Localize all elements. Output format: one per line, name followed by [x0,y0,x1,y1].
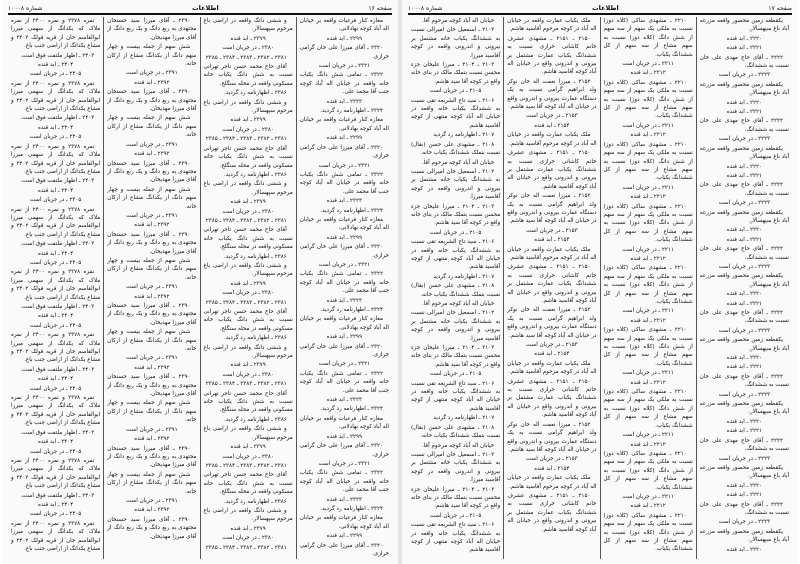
article-paragraph: خیابان اله آباد کوچه مرحوم آقا. [421,159,495,166]
article-paragraph: ۲۲۱۱ ـ در جریان است [622,61,674,68]
article-paragraph: ۲۱۵۲ ـ میرزا نعمت اله خان نوکر ولد ابراهیم گرامی نسبت به یک دستگاه عمارت بیرونی و اندرونی واقع در خیابان اله آباد کوچه آقا سید هاشم. [507,421,597,453]
article-paragraph: خیابان اله آباد کوچه مرحوم آقا. [421,301,495,307]
article-paragraph: ۲۴۰۳ ـ اظهار ملتفت فوق است. [20,492,95,499]
article-paragraph: ۲۲۲۱ ـ ابد قنده [726,364,763,371]
article-paragraph: ۲۴۰۴ ـ ابد قنده [37,376,74,383]
article-paragraph: ۲۱۰۶ ـ سید تاج الشریعه تقی نسبت به ششدانگ یکباب خانه واقعه در خیابان اله آباد کوچه منتهی از کوچه آقاسید هاشم. [411,239,501,271]
article-paragraph: نمره ۲۳۷۸ و نمره ۲۴۰۰ از نمره ملاک که یکدانگ از سهمی میرزا ابوالقاسم خان از قریه قولک ۲۴۰۲ و مشاع یکدانگ از اراضی جنب باغ. [11,520,101,552]
article-paragraph: ۲۳۲۰ ـ آقای میرزا علی خان گرامی خرازی. [299,45,389,60]
masthead: اطلاعات [592,4,619,12]
article-paragraph: ۲۳۷۹ ـ ابد قنده [230,35,266,42]
article-paragraph: ۲۴۰۴ ـ ابد قنده [37,187,74,194]
article-paragraph: شش سهم از جمله بیست و چهار سهم دانگ از یکدانگ مشاع از ارکان خانه. [107,115,197,139]
article-paragraph: ۲۱۵۴ ـ ابد قنده [534,351,570,358]
article-paragraph: یکقطعه زمین محصور واقعه مزرعه آباد باغ سپهسالار. [699,528,789,544]
article-paragraph: ۲۲۱۱ ـ در جریان است [622,246,674,253]
article-paragraph: ۲۳۹۲ ـ ابد قنده [134,293,170,300]
article-paragraph: نمره ۲۳۷۸ و نمره ۲۴۰۰ از نمره ملاک که یکدانگ از سهمی میرزا ابوالقاسم خان از قریه قولک ۲۴۰۲ و مشاع یکدانگ از اراضی جنب باغ. [11,206,101,238]
article-paragraph: یکقطعه زمین محصور واقعه مزرعه آباد باغ سپهسالار. [699,464,789,480]
article-paragraph: ۲۳۹۰ ـ آقای میرزا سید حسنخان مجتهدی به ربع دانگ و یک ربع دانگ از آقای میرزا مهدیخان. [107,445,197,469]
article-paragraph: ۲۱۰۶ ـ سید تاج الشریعه تقی نسبت به ششدانگ یکباب خانه واقعه در خیابان اله آباد کوچه منتهی از کوچه آقاسید هاشم. [411,380,501,412]
article-paragraph: ۲۱۰۲ ـ اسمعیل خان امیرالی نسبت به ششدانگ یکباب خانه مشتمل بر بیرونی و اندرونی واقعه در کوچه آقاسید میرزا. [411,168,501,201]
article-paragraph: ملک یکباب عمارت واقعه در خیابان اله آباد در کوچه مرحوم آقاسید هاشم. [507,246,597,261]
article-paragraph: ۲۱۵۰ ـ ۲۱۵۱ ـ مشهدی عشرف خانم کاشانی خرازی نسبت به ششدانگ یکباب عمارت مشتمل بر بیرونی و اندرونی واقع در خیابان اله آباد کوچه آقاسید هاشم. [507,378,597,419]
article-paragraph: ۲۲۱۲ ـ ابد قنده [630,379,666,386]
article-paragraph: آقای حاج محمد حسن تاجر تهرانی نسبت به شش دانگ یکباب خانه مسکونی واقعه در محله سنگلج. [203,472,293,496]
article-paragraph: ۲۳۹۰ ـ آقای میرزا سید حسنخان مجتهدی به ربع دانگ و یک ربع دانگ از آقای میرزا مهدیخان. [107,374,197,398]
issue-number: شماره ۱۰۰۰۸ [408,4,443,12]
article-paragraph: ۲۲۲۲ ـ آقای حاج مهدی علی خان نسبت به ششدانگ. [699,54,789,70]
article-paragraph: ۲۴۰۵ ـ در جریان است [29,197,82,204]
article-paragraph: ۲۱۰۵ ـ در جریان است [429,512,482,519]
article-paragraph: ۲۳۲۱ ـ در جریان است [318,162,371,169]
article-paragraph: ۲۳۸۰ ـ در جریان است [222,126,274,133]
article-paragraph: ۲۳۷۹ ـ ابد قنده [230,199,266,206]
article-paragraph: ۲۳۹۲ ـ ابد قنده [134,79,170,86]
article-paragraph: ۲۱۵۰ ـ ۲۱۵۱ ـ مشهدی عشرف خانم کاشانی خرازی نسبت به ششدانگ یکباب عمارت مشتمل بر بیرونی و اندرونی واقع در خیابان اله آباد کوچه آقاسید هاشم. [507,150,597,190]
article-paragraph: ۲۲۲۲ ـ آقای حاج مهدی علی خان نسبت به ششدانگ. [699,246,789,261]
article-paragraph: ۲۳۷۹ ـ ابد قنده [230,362,266,369]
article-paragraph: ۲۲۲۱ ـ ابد قنده [726,236,763,243]
article-paragraph: ۲۲۹۹ ـ ابد قنده [326,135,363,142]
article-paragraph: ۲۲۲۳ ـ در جریان است [718,72,771,79]
article-paragraph: آقای حاج محمد حسن تاجر تهرانی نسبت به شش دانگ یکباب خانه مسکونی واقعه در محله سنگلج. [203,145,293,169]
article-paragraph: ۲۳۸۱ ـ ۲۳۸۲ ـ ۲۳۸۳ ـ ۲۳۸۴ ـ ۲۳۸۵ [205,381,287,388]
masthead: اطلاعات [192,4,219,12]
article-paragraph: ۲۳۹۱ ـ در جریان است [126,426,178,433]
article-paragraph: ۲۲۱۲ ـ ابد قنده [630,317,666,324]
article-paragraph: ۲۳۲۳ ـ ابد قنده [326,397,363,404]
article-paragraph: ۲۳۹۰ ـ آقای میرزا سید حسنخان مجتهدی به ربع دانگ و یک ربع دانگ از آقای میرزا مهدیخان. [107,18,197,41]
article-paragraph: ۲۴۰۵ ـ در جریان است [29,448,82,455]
article-paragraph: ۲۱۰۸ ـ مشهدی علی حسن (بقال) نسبت بتملک ششدانگ یکباب خانه. [411,141,501,157]
article-paragraph: ۲۳۸۶ ـ اظهارنامه رد گردید. [224,253,287,260]
article-paragraph: ۲۱۰۸ ـ مشهدی علی حسن (بقال) نسبت بتملک ششدانگ یکباب خانه. [411,283,501,298]
article-paragraph: یکقطعه زمین محصور واقعه مزرعه آباد باغ سپهسالار. [699,337,789,352]
article-paragraph: ۲۳۸۰ ـ در جریان است [222,453,274,460]
article-paragraph: ۲۲۱۱ ـ در جریان است [622,122,674,129]
article-paragraph: ۲۳۲۱ ـ در جریان است [318,261,371,268]
article-paragraph: ۲۳۲۴ ـ اظهارنامه رد گردید. [320,307,383,313]
article-paragraph: ۲۲۱۱ ـ در جریان است [622,308,674,315]
article-paragraph: ۲۳۸۰ ـ در جریان است [222,45,274,52]
article-paragraph: ۲۳۲۱ ـ در جریان است [318,361,371,368]
article-paragraph: ۲۳۲۴ ـ اظهارنامه رد گردید. [320,406,383,413]
article-paragraph: ۲۳۹۱ ـ در جریان است [126,70,178,77]
article-paragraph: خیابان اله آباد کوچه مرحوم آقا. [421,442,495,449]
article-paragraph: ۲۱۵۳ ـ در جریان است [526,113,578,120]
article-paragraph: ۲۳۸۱ ـ ۲۳۸۲ ـ ۲۳۸۳ ـ ۲۳۸۴ ـ ۲۳۸۵ [205,299,287,306]
article-paragraph: ۲۱۵۲ ـ میرزا نعمت اله خان نوکر ولد ابراهیم گرامی نسبت به یک دستگاه عمارت بیرونی و اندرونی واقع در خیابان اله آباد کوچه آقا سید هاشم. [507,193,597,225]
article-paragraph: ۲۱۰۲ ـ اسمعیل خان امیرالی نسبت به ششدانگ یکباب خانه مشتمل بر بیرونی و اندرونی واقعه در کوچه آقاسید میرزا. [411,451,501,484]
text-column [200,17,296,559]
article-paragraph: ۲۲۲۲ ـ آقای حاج مهدی علی خان نسبت به ششدانگ. [699,373,789,389]
article-paragraph: ۲۲۲۳ ـ در جریان است [718,136,771,143]
article-paragraph: ۲۴۰۳ ـ اظهار ملتفت فوق است. [20,115,95,122]
article-paragraph: ۲۳۲۴ ـ اظهارنامه رد گردید. [320,505,383,512]
text-columns [8,17,392,559]
article-paragraph: ۲۲۱۰ ـ مشهدی ساکی (کلاه دوز) نسبت به ملکی یک سهم از سه سهم از شش دانگ (کلاه دوز) نسبت به سهم مشاع از سه سهم از کل ششدانگ یکباب. [603,79,693,120]
article-paragraph: ۲۴۰۴ ـ ابد قنده [37,501,74,508]
article-paragraph: ۲۳۹۲ ـ ابد قنده [134,222,170,229]
article-paragraph: ۲۴۰۴ ـ ابد قنده [37,62,74,69]
article-paragraph: ملک یکباب عمارت واقعه در خیابان اله آباد در کوچه مرحوم آقاسید هاشم. [507,132,597,147]
article-paragraph: ۲۱۰۷ ـ اظهارنامه رد گردید [433,132,495,139]
article-paragraph: ۲۳۲۳ ـ ابد قنده [326,98,363,105]
article-paragraph: ۲۳۸۶ ـ اظهارنامه رد گردید. [224,416,287,423]
article-paragraph: ۲۲۱۲ ـ ابد قنده [630,194,666,201]
article-paragraph: ۲۲۱۲ ـ ابد قنده [630,255,666,262]
article-paragraph: ملک یکباب عمارت واقعه در خیابان اله آباد در کوچه مرحوم آقاسید هاشم. [507,475,597,490]
article-paragraph: ۲۲۱۱ ـ در جریان است [622,493,674,500]
article-paragraph: ۲۲۱۰ ـ مشهدی ساکی (کلاه دوز) نسبت به ملکی یک سهم از سه سهم از شش دانگ (کلاه دوز) نسبت به سهم مشاع از سه سهم از کل ششدانگ یکباب. [603,327,693,367]
article-paragraph: مغازه کنار فرعیات واقعه بر خیابان اله آباد کوچه بهادلانی. [299,415,389,431]
article-paragraph: و ششی دانگ واقعه در اراضی باغ مرحوم سپهسالار. [203,99,293,115]
text-column [408,17,503,559]
article-paragraph: ۲۴۰۵ ـ در جریان است [29,511,82,518]
article-paragraph: ۲۲۲۰ ـ ابد قنده [726,35,763,42]
article-paragraph: ۲۳۲۲ ـ تمامی شش دانگ یکباب خانه واقعه در خیابان اله آباد کوچه جنب آقا محمد علی. [299,72,389,96]
article-paragraph: ۲۲۲۱ ـ ابد قنده [726,45,763,52]
article-paragraph: و ششی دانگ واقعه در اراضی باغ مرحوم سپهسالار. [203,18,293,33]
page-header [8,3,392,13]
article-paragraph: ۲۲۱۲ ـ ابد قنده [630,503,666,510]
article-paragraph: ۲۳۹۰ ـ آقای میرزا سید حسنخان مجتهدی به ربع دانگ و یک ربع دانگ از آقای میرزا مهدیخان. [107,303,197,326]
article-paragraph: ۲۳۲۱ ـ در جریان است [318,460,371,467]
article-paragraph: ۲۳۹۱ ـ در جریان است [126,355,178,362]
article-paragraph: ۲۴۰۳ ـ اظهار ملتفت فوق است. [20,241,95,248]
article-paragraph: ۲۳۲۳ ـ ابد قنده [326,297,363,304]
article-paragraph: و ششی دانگ واقعه در اراضی باغ مرحوم سپهسالار. [203,344,293,360]
article-paragraph: ۲۳۲۲ ـ تمامی شش دانگ یکباب خانه واقعه در خیابان اله آباد کوچه جنب آقا محمد علی. [299,370,389,394]
article-paragraph: ۲۲۱۰ ـ مشهدی ساکی (کلاه دوز) نسبت به ملکی یک سهم از سه سهم از شش دانگ (کلاه دوز) نسبت به سهم مشاع از سه سهم از کل ششدانگ یکباب. [603,450,693,491]
article-paragraph: شش سهم از جمله بیست و چهار سهم دانگ از یکدانگ مشاع از ارکان خانه. [107,186,197,210]
article-paragraph: ۲۲۱۰ ـ مشهدی ساکی (کلاه دوز) نسبت به ملکی یک سهم از سه سهم از شش دانگ (کلاه دوز) نسبت به سهم مشاع از سه سهم از کل ششدانگ یکباب. [603,389,693,429]
article-paragraph: ۲۳۸۰ ـ در جریان است [222,371,274,378]
article-paragraph: ۲۴۰۴ ـ ابد قنده [37,439,74,446]
article-paragraph: ۲۴۰۵ ـ در جریان است [29,134,82,141]
article-paragraph: و ششی دانگ واقعه در اراضی باغ مرحوم سپهسالار. [203,262,293,278]
article-paragraph: ۲۱۰۳ ـ ۲۱۰۴ ـ میرزا علیخان جزء محسن نسبت بتملک مالک در بنای خانه واقع در کوچه آقا سید هاشم. [411,345,501,368]
article-paragraph: ۲۳۲۴ ـ اظهارنامه رد گردید. [320,207,383,214]
article-paragraph: ۲۲۱۰ ـ مشهدی ساکی (کلاه دوز) نسبت به ملکی یک سهم از سه سهم از شش دانگ (کلاه دوز) نسبت به سهم مشاع از سه سهم از کل ششدانگ یکباب. [603,203,693,244]
article-paragraph: خیابان اله آباد کوچه مرحوم آقا. [421,18,495,24]
article-paragraph: نمره ۲۳۷۸ و نمره ۲۴۰۰ از نمره ملاک که یکدانگ از سهمی میرزا ابوالقاسم خان از قریه قولک ۲۴۰۲ و مشاع یکدانگ از اراضی جنب باغ. [11,18,101,50]
article-paragraph: ۲۴۰۳ ـ اظهار ملتفت فوق است. [20,52,95,59]
article-paragraph: ۲۱۰۲ ـ اسمعیل خان امیرالی نسبت به ششدانگ یکباب خانه مشتمل بر بیرونی و اندرونی واقعه در کوچه آقاسید میرزا. [411,310,501,342]
article-paragraph: ۲۱۵۳ ـ در جریان است [526,456,578,463]
article-paragraph: یکقطعه زمین محصور واقعه مزرعه آباد باغ سپهسالار. [699,81,789,97]
article-paragraph: ۲۳۷۹ ـ ابد قنده [230,280,266,287]
article-paragraph: نمره ۲۳۷۸ و نمره ۲۴۰۰ از نمره ملاک که یکدانگ از سهمی میرزا ابوالقاسم خان از قریه قولک ۲۴۰۲ و مشاع یکدانگ از اراضی جنب باغ. [11,457,101,490]
article-paragraph: ۲۳۹۱ ـ در جریان است [126,284,178,291]
article-paragraph: ۲۳۸۱ ـ ۲۳۸۲ ـ ۲۳۸۳ ـ ۲۳۸۴ ـ ۲۳۸۵ [205,544,287,551]
page-number: صفحه ۱۶ [368,4,392,12]
article-paragraph: ۲۲۱۱ ـ در جریان است [622,432,674,439]
article-paragraph: ۲۲۹۹ ـ ابد قنده [326,234,363,241]
article-paragraph: ۲۳۹۰ ـ آقای میرزا سید حسنخان مجتهدی به ربع دانگ و یک ربع دانگ از آقای میرزا مهدیخان. [107,516,197,540]
article-paragraph: ۲۲۲۰ ـ ابد قنده [726,291,763,298]
article-paragraph: ۲۳۹۲ ـ ابد قنده [134,151,170,158]
article-paragraph: ۲۳۲۰ ـ آقای میرزا علی خان گرامی خرازی. [299,343,389,359]
article-paragraph: ۲۴۰۳ ـ اظهار ملتفت فوق است. [20,366,95,373]
article-paragraph: ۲۳۲۰ ـ آقای میرزا علی خان گرامی خرازی. [299,244,389,259]
article-paragraph: آقای حاج محمد حسن تاجر تهرانی نسبت به شش دانگ یکباب خانه مسکونی واقعه در محله سنگلج. [203,309,293,332]
article-paragraph: ۲۱۵۲ ـ میرزا نعمت اله خان نوکر ولد ابراهیم گرامی نسبت به یک دستگاه عمارت بیرونی و اندرونی واقع در خیابان اله آباد کوچه آقا سید هاشم. [507,78,597,111]
article-paragraph: یکقطعه زمین محصور واقعه مزرعه آباد باغ سپهسالار. [699,273,789,288]
text-column [103,17,199,559]
article-paragraph: ۲۱۵۴ ـ ابد قنده [534,122,570,129]
article-paragraph: ۲۲۱۱ ـ در جریان است [622,184,674,191]
article-paragraph: شش سهم از جمله بیست و چهار سهم دانگ از یکدانگ مشاع از ارکان خانه. [107,257,197,281]
article-paragraph: ۲۴۰۳ ـ اظهار ملتفت فوق است. [20,178,95,185]
article-paragraph: ۲۲۲۰ ـ ابد قنده [726,99,763,106]
article-paragraph: ۲۲۲۳ ـ در جریان است [718,519,771,526]
article-paragraph: ۲۳۲۲ ـ تمامی شش دانگ یکباب خانه واقعه در خیابان اله آباد کوچه جنب آقا محمد علی. [299,271,389,295]
article-paragraph: ۲۳۸۶ ـ اظهارنامه رد گردید. [224,171,287,178]
article-paragraph: ۲۲۱۰ ـ مشهدی ساکی (کلاه دوز) نسبت به ملکی یک سهم از سه سهم از شش دانگ (کلاه دوز) نسبت به سهم مشاع از سه سهم از کل ششدانگ یکباب. [603,18,693,58]
article-paragraph: ۲۳۲۰ ـ آقای میرزا علی خان گرامی خرازی. [299,542,389,557]
article-paragraph: ۲۱۰۵ ـ در جریان است [429,229,482,236]
article-paragraph: ۲۳۲۴ ـ اظهارنامه رد گردید. [320,108,383,115]
text-column [296,17,392,559]
article-paragraph: ۲۴۰۵ ـ در جریان است [29,385,82,392]
article-paragraph: نمره ۲۳۷۸ و نمره ۲۴۰۰ از نمره ملاک که یکدانگ از سهمی میرزا ابوالقاسم خان از قریه قولک ۲۴۰۲ و مشاع یکدانگ از اراضی جنب باغ. [11,332,101,364]
article-paragraph: مغازه کنار فرعیات واقعه بر خیابان اله آباد کوچه بهادلانی. [299,117,389,132]
article-paragraph: ۲۱۰۳ ـ ۲۱۰۴ ـ میرزا علیخان جزء محسن نسبت بتملک مالک در بنای خانه واقع در کوچه آقا سید هاشم. [411,486,501,510]
article-paragraph: مغازه کنار فرعیات واقعه بر خیابان اله آباد کوچه بهادلانی. [299,18,389,33]
article-paragraph: ۲۲۹۹ ـ ابد قنده [326,334,363,341]
article-paragraph: ۲۳۷۹ ـ ابد قنده [230,117,266,124]
article-paragraph: آقای حاج محمد حسن تاجر تهرانی نسبت به شش دانگ یکباب خانه مسکونی واقعه در محله سنگلج. [203,390,293,414]
article-paragraph: ۲۲۲۱ ـ ابد قنده [726,109,763,116]
article-paragraph: ۲۳۹۱ ـ در جریان است [126,212,178,219]
article-paragraph: ۲۳۸۶ ـ اظهارنامه رد گردید. [224,90,287,97]
article-paragraph: ۲۱۵۳ ـ در جریان است [526,227,578,234]
article-paragraph: ۲۳۸۰ ـ در جریان است [222,290,274,297]
article-paragraph: ۲۲۲۳ ـ در جریان است [718,327,771,334]
article-paragraph: مغازه کنار فرعیات واقعه بر خیابان اله آباد کوچه بهادلانی. [299,316,389,331]
article-paragraph: شش سهم از جمله بیست و چهار سهم دانگ از یکدانگ مشاع از ارکان خانه. [107,471,197,495]
article-paragraph: ۲۱۰۳ ـ ۲۱۰۴ ـ میرزا علیخان جزء محسن نسبت بتملک مالک در بنای خانه واقع در کوچه آقا سید هاشم. [411,62,501,85]
article-paragraph: ۲۱۵۰ ـ ۲۱۵۱ ـ مشهدی عشرف خانم کاشانی خرازی نسبت به ششدانگ یکباب عمارت مشتمل بر بیرونی و اندرونی واقع در خیابان اله آباد کوچه آقاسید هاشم. [507,264,597,304]
article-paragraph: ۲۲۲۱ ـ ابد قنده [726,428,763,435]
article-paragraph: ۲۴۰۴ ـ ابد قنده [37,124,74,131]
article-paragraph: ۲۱۵۴ ـ ابد قنده [534,465,570,472]
article-paragraph: ۲۴۰۵ ـ در جریان است [29,259,82,266]
article-paragraph: ۲۳۷۹ ـ ابد قنده [230,525,266,532]
article-paragraph: و ششی دانگ واقعه در اراضی باغ مرحوم سپهسالار. [203,181,293,196]
article-paragraph: ۲۲۲۰ ـ ابد قنده [726,227,763,234]
article-paragraph: ۲۳۲۰ ـ آقای میرزا علی خان گرامی خرازی. [299,443,389,458]
article-paragraph: ۲۲۲۲ ـ آقای حاج مهدی علی خان نسبت به ششدانگ. [699,501,789,516]
article-paragraph: شش سهم از جمله بیست و چهار سهم دانگ از یکدانگ مشاع از ارکان خانه. [107,44,197,68]
article-paragraph: ملک یکباب عمارت واقعه در خیابان اله آباد در کوچه مرحوم آقاسید هاشم. [507,18,597,33]
article-paragraph: ۲۲۲۰ ـ ابد قنده [726,355,763,362]
article-paragraph: یکقطعه زمین محصور واقعه مزرعه آباد باغ سپهسالار. [699,401,789,416]
article-paragraph: و ششی دانگ واقعه در اراضی باغ مرحوم سپهسالار. [203,426,293,441]
article-paragraph: ۲۴۰۳ ـ اظهار ملتفت فوق است. [20,429,95,436]
article-paragraph: ۲۳۹۱ ـ در جریان است [126,141,178,148]
article-paragraph: ۲۲۲۳ ـ در جریان است [718,455,771,462]
article-paragraph: ۲۲۲۲ ـ آقای حاج مهدی علی خان نسبت به ششدانگ. [699,437,789,453]
article-paragraph: ۲۲۲۰ ـ ابد قنده [726,482,763,489]
article-paragraph: ۲۱۰۸ ـ مشهدی علی حسن (بقال) نسبت بتملک ششدانگ یکباب خانه. [411,424,501,440]
article-paragraph: ۲۱۰۵ ـ در جریان است [429,371,482,378]
article-paragraph: ۲۲۲۳ ـ در جریان است [718,200,771,207]
header-rule [8,13,392,15]
article-paragraph: ۲۳۸۱ ـ ۲۳۸۲ ـ ۲۳۸۳ ـ ۲۳۸۴ ـ ۲۳۸۵ [205,462,287,469]
article-paragraph: ۲۳۸۰ ـ در جریان است [222,208,274,215]
text-columns [408,17,792,559]
article-paragraph: ۲۴۰۳ ـ اظهار ملتفت فوق است. [20,304,95,310]
article-paragraph: و ششی دانگ واقعه در اراضی باغ مرحوم سپهسالار. [203,507,293,523]
newspaper-page-right [402,0,798,564]
article-paragraph: ۲۳۹۲ ـ ابد قنده [134,436,170,443]
article-paragraph: ۲۲۲۲ ـ آقای حاج مهدی علی خان نسبت به ششدانگ. [699,310,789,325]
newspaper-page-left [2,0,398,564]
article-paragraph: ۲۳۸۶ ـ اظهارنامه رد گردید. [224,498,287,505]
article-paragraph: یکقطعه زمین محصور واقعه مزرعه آباد باغ سپهسالار. [699,209,789,224]
page-header [408,3,792,13]
article-paragraph: شش سهم از جمله بیست و چهار سهم دانگ از یکدانگ مشاع از ارکان خانه. [107,329,197,353]
article-paragraph: ۲۱۰۷ ـ اظهارنامه رد گردید [433,415,495,422]
article-paragraph: ۲۲۱۰ ـ مشهدی ساکی (کلاه دوز) نسبت به ملکی یک سهم از سه سهم از شش دانگ (کلاه دوز) نسبت به سهم مشاع از سه سهم از کل ششدانگ یکباب. [603,265,693,305]
text-column [696,17,792,559]
article-paragraph: ۲۳۸۱ ـ ۲۳۸۲ ـ ۲۳۸۳ ـ ۲۳۸۴ ـ ۲۳۸۵ [205,54,287,61]
article-paragraph: نمره ۲۳۷۸ و نمره ۲۴۰۰ از نمره ملاک که یکدانگ از سهمی میرزا ابوالقاسم خان از قریه قولک ۲۴۰۲ و مشاع یکدانگ از اراضی جنب باغ. [11,143,101,175]
article-paragraph: ۲۲۱۲ ـ ابد قنده [630,441,666,448]
article-paragraph: ۲۱۵۳ ـ در جریان است [526,342,578,349]
article-paragraph: مغازه کنار فرعیات واقعه بر خیابان اله آباد کوچه بهادلانی. [299,216,389,232]
article-paragraph: ۲۴۰۴ ـ ابد قنده [37,250,74,257]
article-paragraph: ۲۱۰۳ ـ ۲۱۰۴ ـ میرزا علیخان جزء محسن نسبت بتملک مالک در بنای خانه واقع در کوچه آقا سید هاشم. [411,203,501,227]
article-paragraph: ۲۲۱۰ ـ مشهدی ساکی (کلاه دوز) نسبت به ملکی یک سهم از سه سهم از شش دانگ (کلاه دوز) نسبت به سهم مشاع از سه سهم از کل ششدانگ یکباب. [603,141,693,182]
article-paragraph: ۲۴۰۵ ـ در جریان است [29,71,82,78]
article-paragraph: ۲۴۰۴ ـ ابد قنده [37,313,74,320]
issue-number: شماره ۱۰۰۰۸ [8,4,43,12]
text-column [8,17,103,559]
article-paragraph: یکقطعه زمین محصور واقعه مزرعه آباد باغ سپهسالار. [699,145,789,161]
article-paragraph: یکقطعه زمین محصور واقعه مزرعه آباد باغ سپهسالار. [699,18,789,33]
article-paragraph: ۲۱۰۶ ـ سید تاج الشریعه تقی نسبت به ششدانگ یکباب خانه واقعه در خیابان اله آباد کوچه منتهی از کوچه آقاسید هاشم. [411,97,501,129]
page-number: صفحه ۱۷ [768,4,792,12]
article-paragraph: ۲۳۹۰ ـ آقای میرزا سید حسنخان مجتهدی به ربع دانگ و یک ربع دانگ از آقای میرزا مهدیخان. [107,160,197,184]
header-rule [408,13,792,15]
article-paragraph: ۲۲۲۲ ـ آقای حاج مهدی علی خان نسبت به ششدانگ. [699,182,789,197]
article-paragraph: ۲۴۰۵ ـ در جریان است [29,322,82,329]
article-paragraph: ۲۳۲۲ ـ تمامی شش دانگ یکباب خانه واقعه در خیابان اله آباد کوچه جنب آقا محمد علی. [299,171,389,195]
article-paragraph: ۲۲۱۲ ـ ابد قنده [630,70,666,77]
article-paragraph: ۲۲۱۱ ـ در جریان است [622,370,674,377]
article-paragraph: ۲۳۲۳ ـ ابد قنده [326,496,363,503]
article-paragraph: ۲۲۲۱ ـ ابد قنده [726,300,763,307]
article-paragraph: آقای حاج محمد حسن تاجر تهرانی نسبت به شش دانگ یکباب خانه مسکونی واقعه در محله سنگلج. [203,64,293,87]
article-paragraph: شش سهم از جمله بیست و چهار سهم دانگ از یکدانگ مشاع از ارکان خانه. [107,400,197,424]
article-paragraph: ۲۱۰۶ ـ سید تاج الشریعه تقی نسبت به ششدانگ یکباب خانه واقعه در خیابان اله آباد کوچه منتهی از کوچه آقاسید هاشم. [411,522,501,554]
article-paragraph: ۲۳۸۱ ـ ۲۳۸۲ ـ ۲۳۸۳ ـ ۲۳۸۴ ـ ۲۳۸۵ [205,136,287,143]
article-paragraph: ۲۲۹۹ ـ ابد قنده [326,433,363,440]
article-paragraph: ۲۳۸۶ ـ اظهارنامه رد گردید. [224,335,287,342]
article-paragraph: ۲۳۲۰ ـ آقای میرزا علی خان گرامی خرازی. [299,144,389,160]
article-paragraph: ۲۳۸۰ ـ در جریان است [222,535,274,542]
article-paragraph: نمره ۲۳۷۸ و نمره ۲۴۰۰ از نمره ملاک که یکدانگ از سهمی میرزا ابوالقاسم خان از قریه قولک ۲۴۰۲ و مشاع یکدانگ از اراضی جنب باغ. [11,269,101,301]
article-paragraph: ۲۳۲۳ ـ ابد قنده [326,198,363,205]
article-paragraph: ۲۱۵۲ ـ میرزا نعمت اله خان نوکر ولد ابراهیم گرامی نسبت به یک دستگاه عمارت بیرونی و اندرونی واقع در خیابان اله آباد کوچه آقا سید هاشم. [507,307,597,339]
article-paragraph: ۲۳۹۰ ـ آقای میرزا سید حسنخان مجتهدی به ربع دانگ و یک ربع دانگ از آقای میرزا مهدیخان. [107,89,197,113]
article-paragraph: ۲۲۲۱ ـ ابد قنده [726,492,763,499]
article-paragraph: ۲۳۹۰ ـ آقای میرزا سید حسنخان مجتهدی به ربع دانگ و یک ربع دانگ از آقای میرزا مهدیخان. [107,231,197,255]
article-paragraph: ۲۲۹۹ ـ ابد قنده [326,35,363,42]
article-paragraph: ۲۲۲۳ ـ در جریان است [718,391,771,398]
article-paragraph: ۲۱۰۵ ـ در جریان است [429,88,482,95]
article-paragraph: ۲۳۷۹ ـ ابد قنده [230,444,266,451]
article-paragraph: ۲۱۵۴ ـ ابد قنده [534,237,570,244]
article-paragraph: ۲۲۲۰ ـ ابد قنده [726,163,763,170]
article-paragraph: مغازه کنار فرعیات واقعه بر خیابان اله آباد کوچه بهادلانی. [299,515,389,530]
article-paragraph: ۲۲۱۰ ـ مشهدی ساکی (کلاه دوز) نسبت به ملکی یک سهم از سه سهم از شش دانگ (کلاه دوز) نسبت به سهم مشاع از سه سهم از کل ششدانگ یکباب. [603,512,693,553]
text-column [503,17,599,559]
article-paragraph: ۲۱۰۷ ـ اظهارنامه رد گردید [433,273,495,280]
article-paragraph: نمره ۲۳۷۸ و نمره ۲۴۰۰ از نمره ملاک که یکدانگ از سهمی میرزا ابوالقاسم خان از قریه قولک ۲۴۰۲ و مشاع یکدانگ از اراضی جنب باغ. [11,80,101,113]
article-paragraph: ۲۳۹۲ ـ ابد قنده [134,507,170,514]
article-paragraph: ۲۲۲۲ ـ آقای حاج مهدی علی خان نسبت به ششدانگ. [699,118,789,133]
article-paragraph: ۲۱۰۲ ـ اسمعیل خان امیرالی نسبت به ششدانگ یکباب خانه مشتمل بر بیرونی و اندرونی واقعه در کوچه آقاسید میرزا. [411,27,501,59]
article-paragraph: نمره ۲۳۷۸ و نمره ۲۴۰۰ از نمره ملاک که یکدانگ از سهمی میرزا ابوالقاسم خان از قریه قولک ۲۴۰۲ و مشاع یکدانگ از اراضی جنب باغ. [11,395,101,427]
text-column [600,17,696,559]
article-paragraph: ۲۲۲۰ ـ ابد قنده [726,418,763,425]
article-paragraph: ۲۲۱۲ ـ ابد قنده [630,132,666,139]
article-paragraph: ۲۳۹۱ ـ در جریان است [126,497,178,504]
article-paragraph: ۲۲۲۱ ـ ابد قنده [726,172,763,179]
article-paragraph: ۲۱۵۰ ـ ۲۱۵۱ ـ مشهدی عشرف خانم کاشانی خرازی نسبت به ششدانگ یکباب عمارت مشتمل بر بیرونی و اندرونی واقع در خیابان اله آباد کوچه آقاسید هاشم. [507,492,597,533]
article-paragraph: ۲۳۲۱ ـ در جریان است [318,63,371,70]
article-paragraph: ۲۳۹۲ ـ ابد قنده [134,364,170,371]
article-paragraph: ۲۲۲۰ ـ ابد قنده [726,546,763,553]
article-paragraph: ۲۱۵۰ ـ ۲۱۵۱ ـ مشهدی عشرف خانم کاشانی خرازی نسبت به ششدانگ یکباب عمارت مشتمل بر بیرونی و اندرونی واقع در خیابان اله آباد کوچه آقاسید هاشم. [507,35,597,76]
article-paragraph: ملک یکباب عمارت واقعه در خیابان اله آباد در کوچه مرحوم آقاسید هاشم. [507,360,597,376]
article-paragraph: ۲۳۸۱ ـ ۲۳۸۲ ـ ۲۳۸۳ ـ ۲۳۸۴ ـ ۲۳۸۵ [205,217,287,224]
article-paragraph: ۲۲۲۳ ـ در جریان است [718,263,771,270]
article-paragraph: ۲۳۲۲ ـ تمامی شش دانگ یکباب خانه واقعه در خیابان اله آباد کوچه جنب آقا محمد علی. [299,470,389,494]
article-paragraph: ۲۲۹۹ ـ ابد قنده [326,533,363,540]
article-paragraph: آقای حاج محمد حسن تاجر تهرانی نسبت به شش دانگ یکباب خانه مسکونی واقعه در محله سنگلج. [203,227,293,251]
